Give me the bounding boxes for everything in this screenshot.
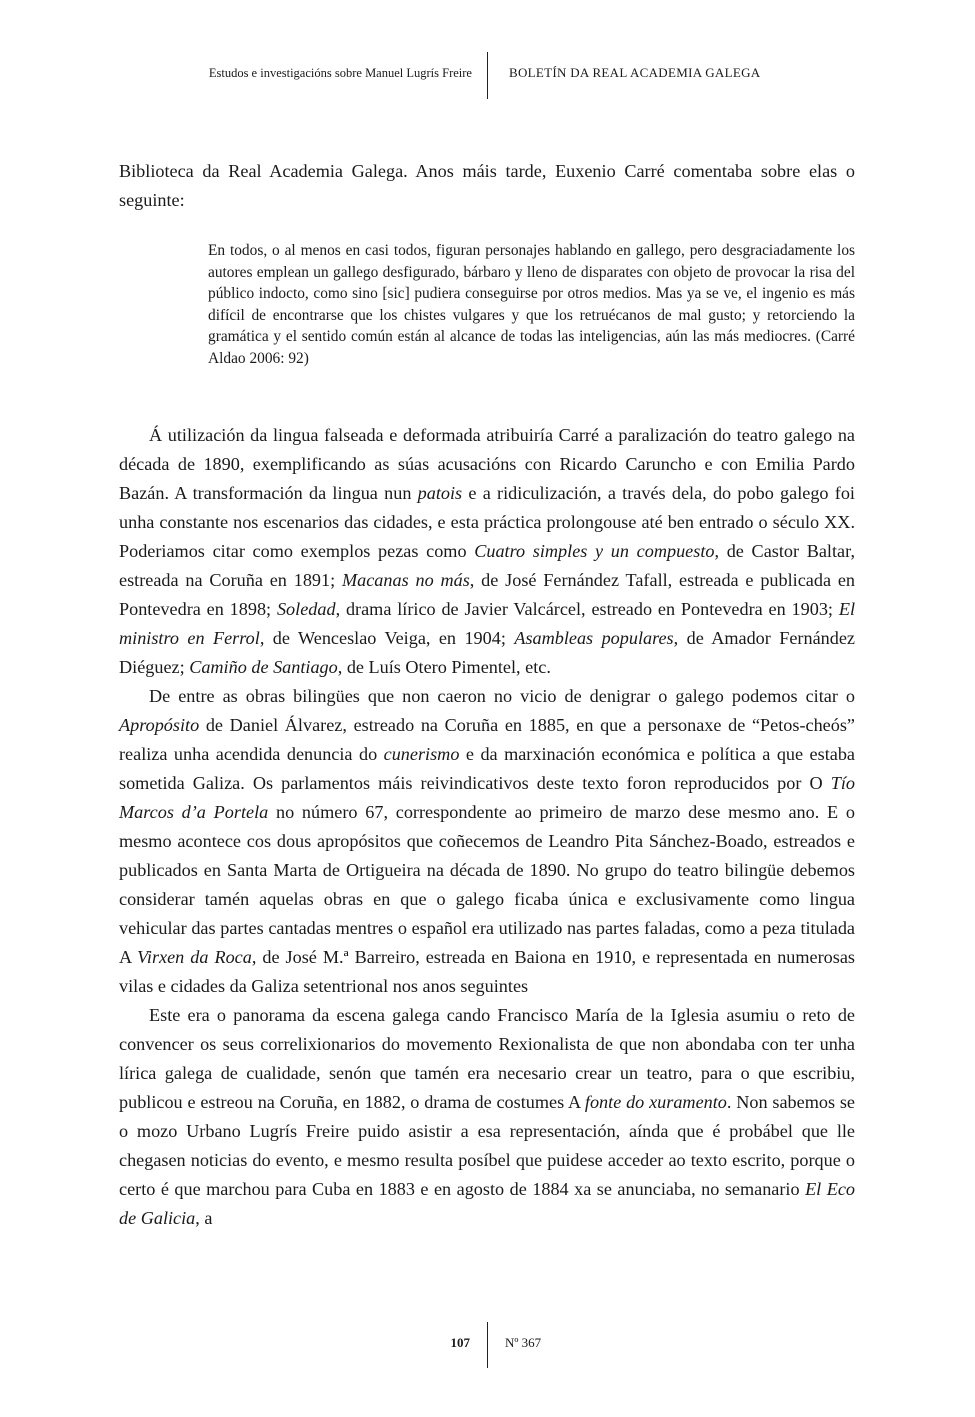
header-series-title: Estudos e investigacións sobre Manuel Lugrís Freire [208,66,472,80]
text-run: , de Amador Fernández Diéguez; [119,628,855,677]
paragraph [119,421,855,682]
header-divider [487,52,488,99]
quote-text: En todos, o al menos en casi todos, figuran personajes hablando en gallego, pero desgraciadamente los autores emplean un gallego desfigurado, bárbaro y lleno de disparates con objeto de provocar la risa del público indocto, como sino [sic] pudiera conseguirse por otros medios. Mas ya se ve, el ingenio es más difícil de encontrarse que los chistes vulgares y que los retruécanos de mal gusto; y retorciendo la gramática y el sentido común están al alcance de todas las inteligencias, aún las más mediocres. (Carré Aldao 2006: 92) [208,242,855,367]
italic-title: El Eco de Galicia [119,1179,855,1228]
text-run: Á utilización da lingua falseada e deformada atribuiría Carré a paralización do teatro galego na década de 1890, exemplificando as súas acusacións con Ricardo Caruncho e con Emilia Pardo Bazán. A transformación da lingua nun [119,425,855,503]
italic-title: Macanas no más [341,570,470,590]
italic-title: Cuatro simples y un compuesto [474,541,715,561]
text-run: e da marxinación económica e política a que estaba sometida Galiza. Os parlamentos máis reivindicativos deste texto foron reproducidos por O [119,744,855,793]
text-run: de Daniel Álvarez, estreado na Coruña en 1885, en que a personaxe de “Petos-cheós” realiza unha acendida denuncia do [119,715,855,764]
paragraph [119,1001,855,1233]
text-run: e a ridiculización, a través dela, do pobo galego foi unha constante nos escenarios das cidades, e esta práctica prolongouse até ben entrado o século XX. Poderiamos citar como exemplos pezas como [119,483,855,561]
text-run: , de Luís Otero Pimentel, etc. [337,657,551,677]
issue-number: Nº 367 [505,1335,542,1350]
italic-title: Soledad [276,599,336,619]
text-run: , de Castor Baltar, estreada na Coruña en 1891; [119,541,855,590]
text-run: , drama lírico de Javier Valcárcel, estreado en Pontevedra en 1903; [335,599,839,619]
italic-title: fonte do xuramento [584,1092,727,1112]
footer-divider [487,1322,488,1368]
text-run: . Non sabemos se o mozo Urbano Lugrís Freire puido asistir a esa representación, aínda que é probábel que lle chegasen noticias do evento, e mesmo resulta posíbel que puidese acceder ao texto escrito, porque o certo é que marchou para Cuba en 1883 e en agosto de 1884 xa se anunciaba, no semanario [119,1092,855,1199]
italic-title: Camiño de Santiago [189,657,338,677]
italic-title: Apropósito [119,715,200,735]
intro-paragraph [119,157,855,215]
text-run: , a [195,1208,213,1228]
italic-title: Asambleas populares [514,628,674,648]
page-footer [0,1322,975,1368]
text-run: , de José M.ª Barreiro, estreada en Baiona en 1910, e representada en numerosas vilas e cidades da Galiza setentrional nos anos seguintes [119,947,855,996]
text-run: De entre as obras bilingües que non caeron no vicio de denigrar o galego podemos citar o [149,686,855,706]
italic-title: patois [417,483,463,503]
text-run: , de José Fernández Tafall, estreada e publicada en Pontevedra en 1898; [119,570,856,619]
running-header [0,52,975,100]
text-run: no número 67, correspondente ao primeiro de marzo dese mesmo ano. E o mesmo acontece cos dous apropósitos que coñecemos de Leandro Pita Sánchez-Boado, estreados e publicados en Santa Marta de Ortigueira na década de 1890. No grupo do teatro bilingüe debemos considerar tamén aquelas obras en que o galego ficaba única e exclusivamente como lingua vehicular das partes cantadas mentres o español era utilizado nas partes faladas, como a peza titulada A [119,802,855,967]
body-paragraphs [119,421,855,1233]
italic-title: El ministro en Ferrol [119,599,855,648]
intro-text: Biblioteca da Real Academia Galega. Anos máis tarde, Euxenio Carré comentaba sobre elas o seguinte: [119,161,855,210]
block-quote [208,240,855,370]
header-journal-title: BOLETÍN DA REAL ACADEMIA GALEGA [509,65,761,80]
italic-title: cunerismo [383,744,460,764]
italic-title: Virxen da Roca [137,947,252,967]
paragraph [119,682,855,1001]
text-run: Este era o panorama da escena galega cando Francisco María de la Iglesia asumiu o reto de convencer os seus correlixionarios do movemento Rexionalista de que non abondaba con ter unha lírica galega de cualidade, senón que tamén era necesario crear un teatro, para o que escribiu, publicou e estreou na Coruña, en 1882, o drama de costumes A [119,1005,855,1112]
page-number: 107 [450,1335,470,1350]
italic-title: Tío Marcos d’a Portela [119,773,855,822]
text-run: , de Wenceslao Veiga, en 1904; [259,628,515,648]
